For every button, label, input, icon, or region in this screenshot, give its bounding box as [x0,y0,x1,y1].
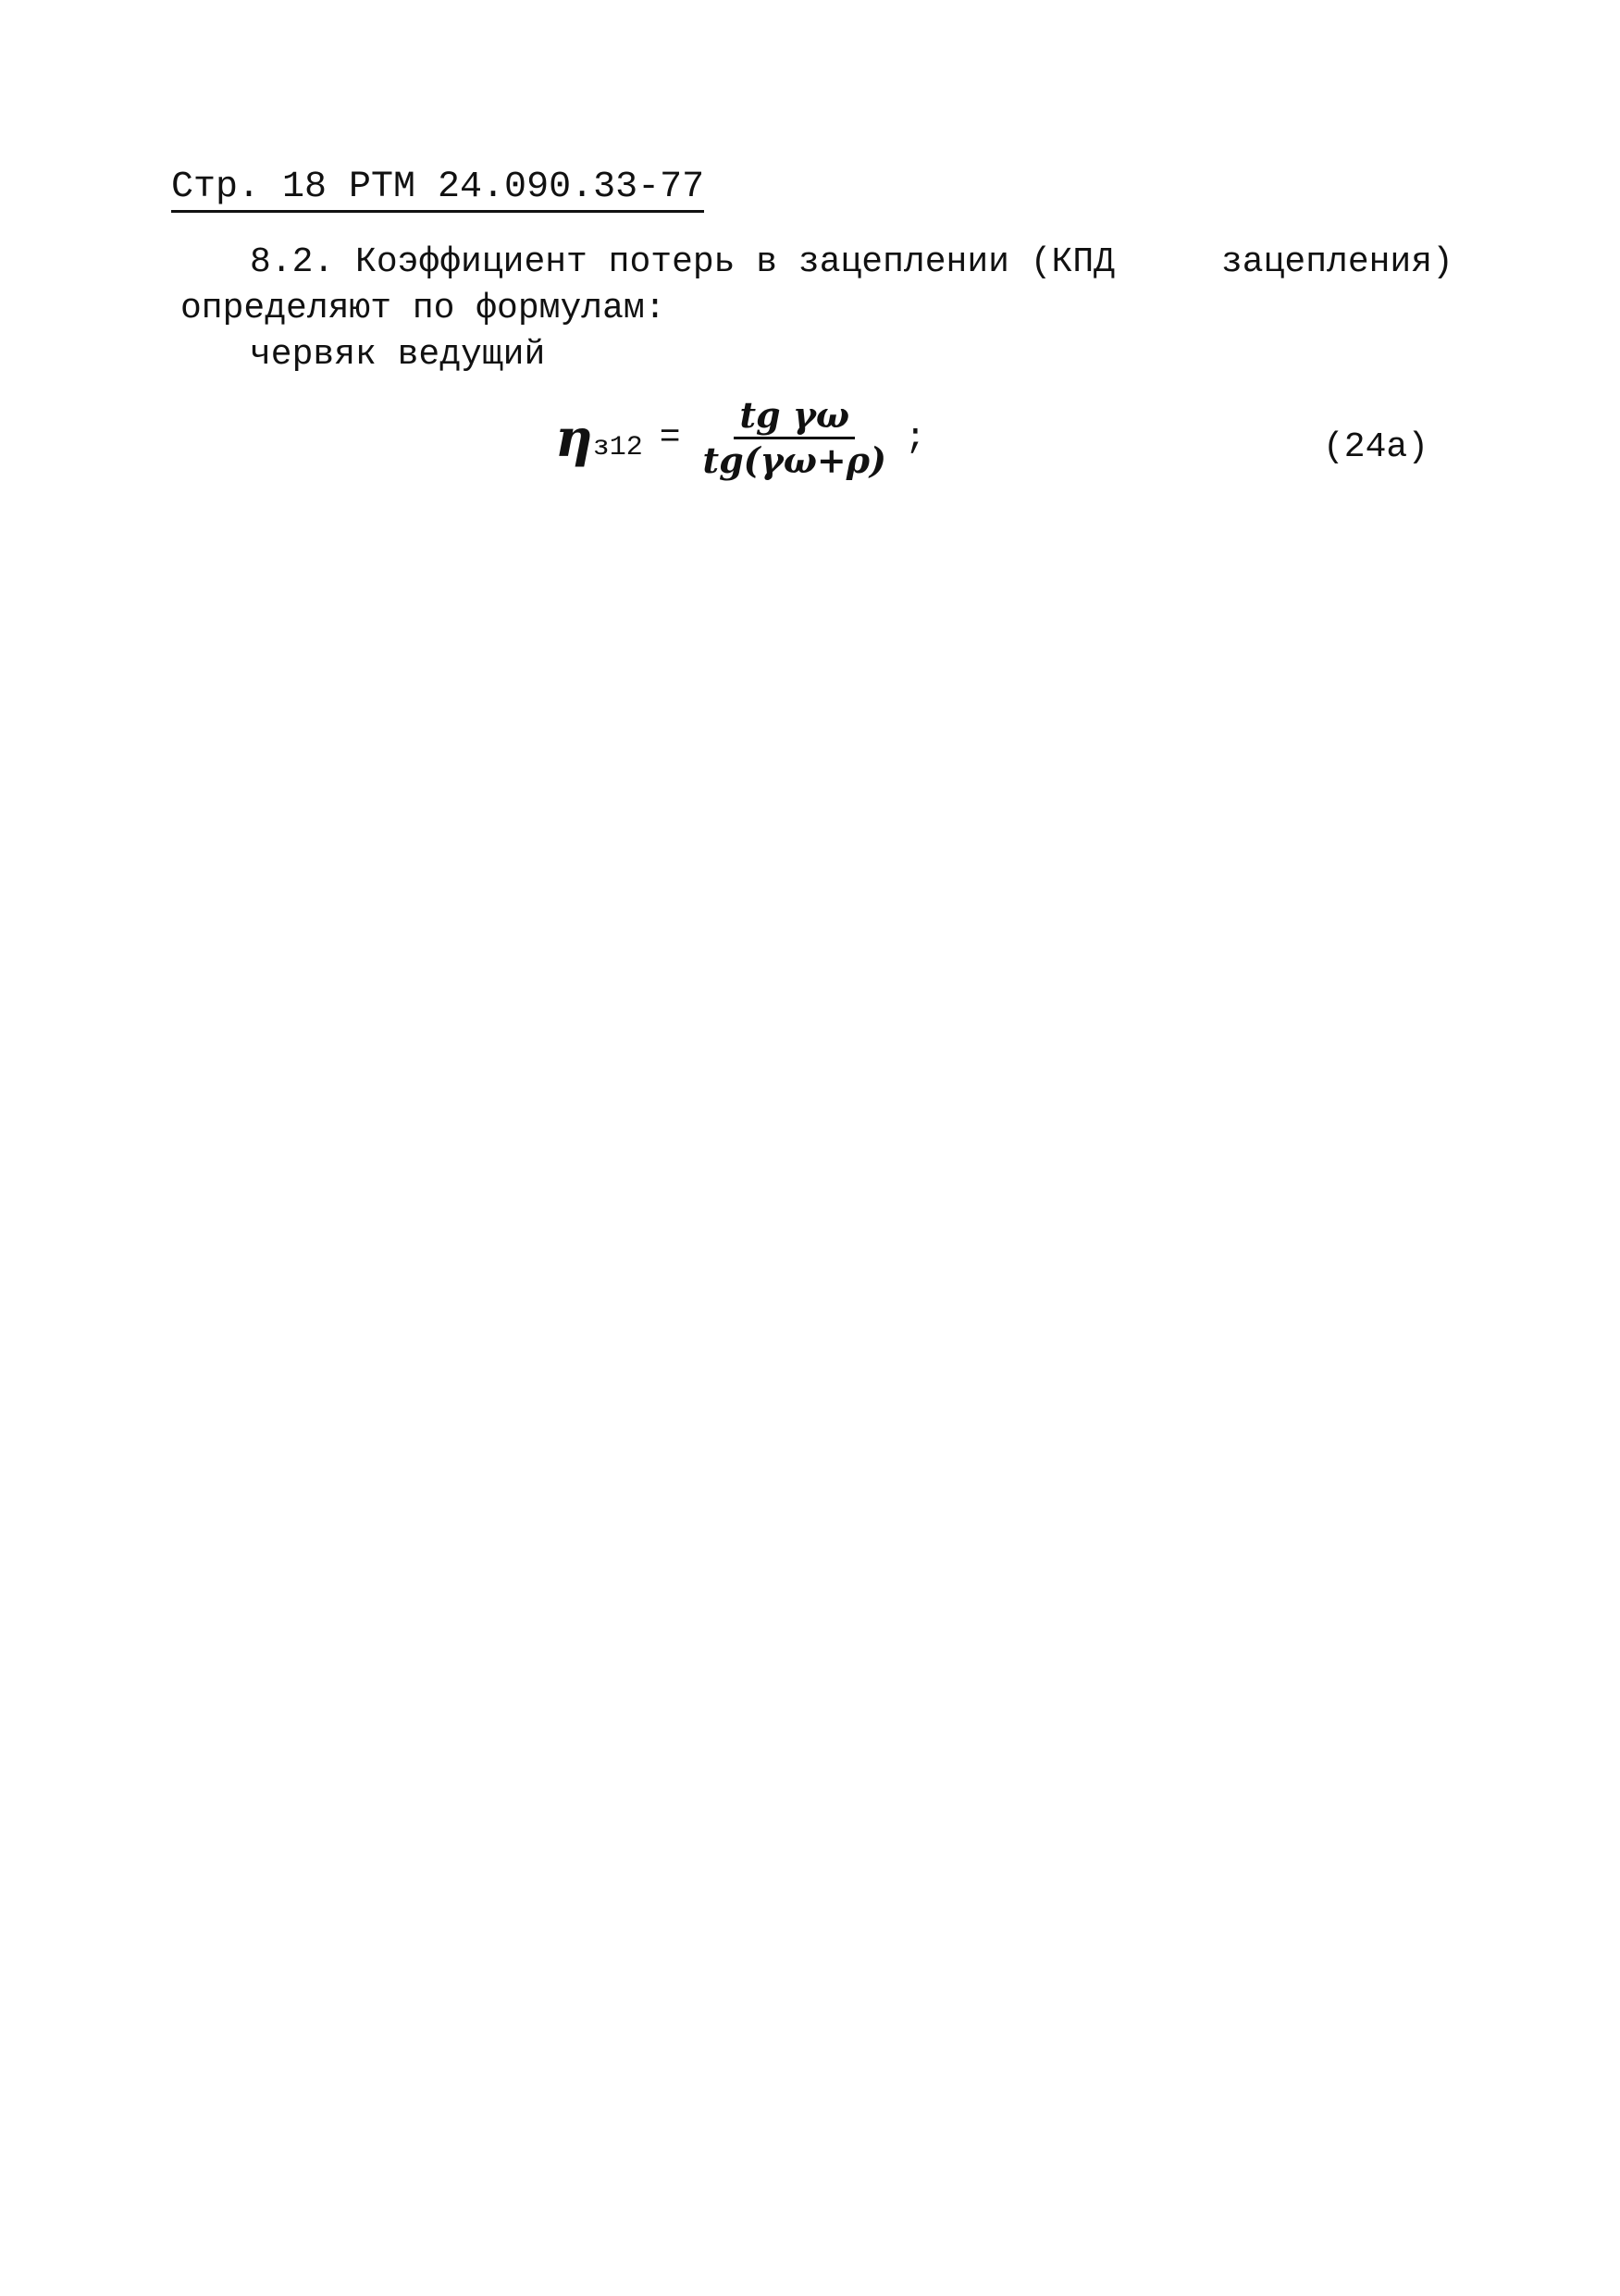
eqno-24a: (24а) [1323,427,1429,467]
p82-line3: червяк ведущий [250,335,546,375]
formula-24a-tail: ; [905,417,926,458]
p82-line1-left: 8.2. Коэффициент потерь в зацеплении (КПД [250,242,1115,282]
formula-24a-numerator: tg γω [734,398,855,439]
formula-24a-denominator: tg(γω+ρ) [702,439,887,481]
p82-line1-right: зацепления) [1221,242,1453,282]
page-header: Стр. 18 РТМ 24.090.33-77 [171,167,704,213]
eta-symbol: η [555,407,593,469]
formula-24a-lhs-sub: з12 [592,431,643,463]
p82-line2: определяют по формулам: [180,289,666,328]
formula-24a: η з12 = $\frac{\text{tg γω}}{tg(\gamma\omega+\rho)}$ ; [555,394,926,481]
